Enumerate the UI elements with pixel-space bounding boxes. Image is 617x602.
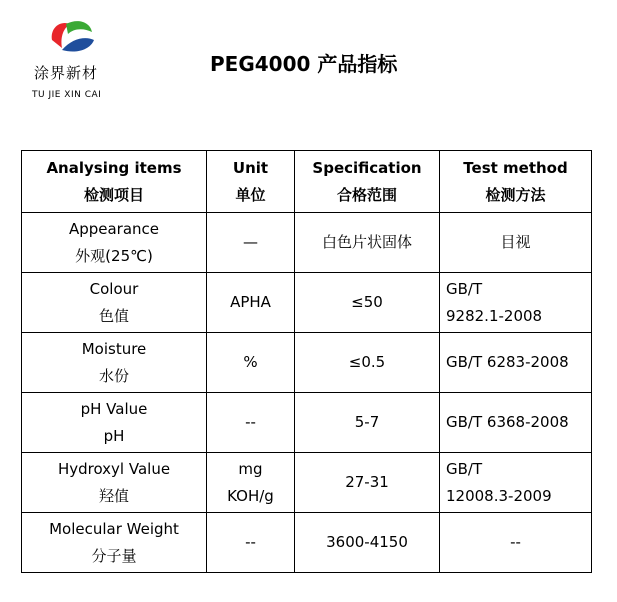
item-cell: Hydroxyl Value 羟值: [22, 453, 207, 513]
table-row: [22, 333, 592, 393]
logo-mark-icon: [46, 18, 106, 58]
method-cell: GB/T 9282.1-2008: [440, 273, 592, 333]
spec-cell: ≤50: [295, 273, 440, 333]
spec-cell: 白色片状固体: [295, 213, 440, 273]
spec-cell: 5-7: [295, 393, 440, 453]
unit-cell: mg KOH/g: [207, 453, 295, 513]
spec-cell: ≤0.5: [295, 333, 440, 393]
item-cell: pH Value pH: [22, 393, 207, 453]
spec-cell: 27-31: [295, 453, 440, 513]
table-row: [22, 453, 592, 513]
item-cell: Moisture 水份: [22, 333, 207, 393]
header-cell: Test method 检测方法: [440, 151, 592, 213]
unit-cell: --: [207, 393, 295, 453]
logo-pinyin-name: TU JIE XIN CAI: [32, 90, 102, 100]
logo-blue-petal: [62, 38, 94, 51]
table-row: [22, 513, 592, 573]
method-cell: GB/T 12008.3-2009: [440, 453, 592, 513]
item-cell: Molecular Weight 分子量: [22, 513, 207, 573]
unit-cell: —: [207, 213, 295, 273]
logo-chinese-name: 涂界新材: [34, 64, 99, 82]
unit-cell: --: [207, 513, 295, 573]
spec-cell: 3600-4150: [295, 513, 440, 573]
method-cell: 目视: [440, 213, 592, 273]
table-header-row: [22, 151, 592, 213]
logo-green-petal: [66, 21, 92, 34]
header-cell: Specification 合格范围: [295, 151, 440, 213]
method-cell: GB/T 6283-2008: [440, 333, 592, 393]
unit-cell: %: [207, 333, 295, 393]
table-row: [22, 273, 592, 333]
item-cell: Colour 色值: [22, 273, 207, 333]
method-cell: GB/T 6368-2008: [440, 393, 592, 453]
method-cell: --: [440, 513, 592, 573]
table-row: [22, 213, 592, 273]
company-logo: [20, 18, 140, 108]
unit-cell: APHA: [207, 273, 295, 333]
spec-table: [21, 150, 592, 573]
table-row: [22, 393, 592, 453]
page-title: PEG4000 产品指标: [210, 52, 398, 76]
header-cell: Unit 单位: [207, 151, 295, 213]
header-cell: Analysing items 检测项目: [22, 151, 207, 213]
item-cell: Appearance 外观(25℃): [22, 213, 207, 273]
